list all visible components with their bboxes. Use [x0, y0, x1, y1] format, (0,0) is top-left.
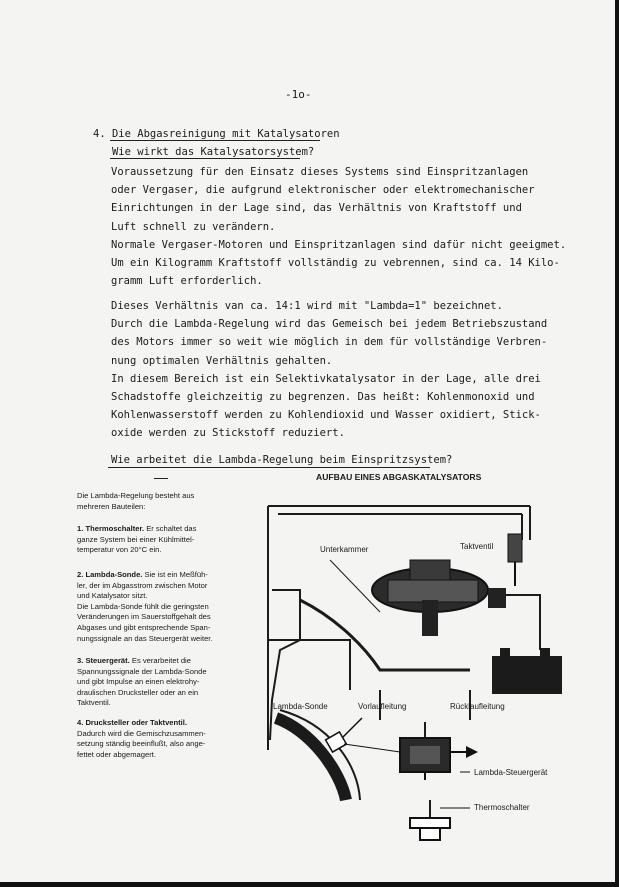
thermoschalter-part: [410, 818, 450, 840]
subheading: Wie arbeitet die Lambda-Regelung beim Einspritzsystem?: [111, 454, 453, 466]
sidebar-item-2-rest: Sie ist ein Meßfüh-: [142, 570, 208, 579]
p2-line: Dieses Verhältnis van ca. 14:1 wird mit "Lambda=1" bezeichnet.: [111, 300, 503, 312]
sidebar-item-4-heading: 4. Drucksteller oder Taktventil.: [77, 718, 188, 727]
taktventil-part: [508, 534, 522, 586]
control-unit: [400, 738, 450, 772]
lambda-probe: [326, 718, 362, 752]
battery-block: [492, 648, 562, 694]
p2-line: Durch die Lambda-Regelung wird das Gemeisch bei jedem Betriebszustand: [111, 318, 548, 331]
sidebar-item-3-body: Spannungssignale der Lambda-Sonde und gibt Impulse an einen elektrohy- draulischen Drucksteller oder an ein Taktventil.: [77, 666, 207, 708]
label-ruecklaufleitung: Rücklaufleitung: [450, 702, 505, 711]
p2-line: nung optimalen Verhältnis gehalten.: [111, 354, 333, 367]
sidebar-item-3-rest: Es verarbeitet die: [129, 656, 191, 665]
probe-to-unit: [344, 744, 400, 752]
unit-output-arrow: [466, 746, 478, 758]
label-taktventil: Taktventil: [460, 542, 494, 551]
pressure-actuator: [488, 588, 506, 608]
p1-line: Normale Vergaser-Motoren und Einspritzanlagen sind dafür nicht geeigmet.: [111, 238, 567, 251]
exhaust-pipe: [276, 718, 346, 800]
p1-line: oder Vergaser, die aufgrund elektronischer oder elektromechanischer: [111, 184, 535, 197]
label-lambda-steuergeraet: Lambda-Steuergerät: [474, 768, 548, 777]
p1-line: Um ein Kilogramm Kraftstoff vollständig zu vebrennen, sind ca. 14 Kilo-: [111, 257, 560, 270]
diagram-title: AUFBAU EINES ABGASKATALYSATORS: [316, 472, 482, 482]
p1-line: Luft schnell zu verändern.: [111, 220, 276, 233]
p2-line: oxide werden zu Stickstoff reduziert.: [111, 427, 345, 440]
p1-line: Einrichtungen in der Lage sind, das Verhältnis von Kraftstoff und: [111, 202, 522, 215]
label-thermoschalter: Thermoschalter: [474, 803, 530, 812]
p2-line: Kohlenwasserstoff werden zu Kohlendioxid und Wasser oxidiert, Stick-: [111, 409, 541, 422]
sidebar-item-2-heading: 2. Lambda-Sonde.: [77, 570, 143, 579]
p2-line: In diesem Bereich ist ein Selektivkatalysator in der Lage, alle drei: [111, 372, 541, 385]
mixture-unit: [372, 560, 488, 636]
section-title-line-1: 4. Die Abgasreinigung mit Katalysatoren: [93, 128, 340, 140]
sidebar-intro: Die Lambda-Regelung besteht aus mehreren Bauteilen:: [77, 491, 195, 511]
sidebar-item-3-heading: 3. Steuergerät.: [77, 656, 130, 665]
sidebar-item-1-rest: Er schaltet das: [144, 524, 197, 533]
p1-line: gramm Luft erforderlich.: [111, 275, 263, 288]
sidebar-item-2-body: ler, der im Abgasstrom zwischen Motor und Katalysator sitzt. Die Lambda-Sonde fühlt die geringsten Veränderungen im Sauerstoffgehalt des Abgases und gibt entsprechende Span- nungssignale an das Steuergerät weiter.: [77, 580, 213, 643]
label-unterkammer: Unterkammer: [320, 545, 369, 554]
p2-line: Schadstoffe gleichzeitig zu begrenzen. Das heißt: Kohlenmonoxid und: [111, 391, 535, 404]
page-number: -1o-: [285, 88, 312, 101]
p2-line: des Motors immer so weit wie möglich in dem für vollständige Verbren-: [111, 336, 548, 349]
label-vorlaufleitung: Vorlaufleitung: [358, 702, 407, 711]
p1-line: Voraussetzung für den Einsatz dieses Systems sind Einspritzanlagen: [111, 166, 529, 178]
label-lambda-sonde: Lambda-Sonde: [273, 702, 328, 711]
sidebar-item-1-body: ganze System bei einer Kühlmittel- temperatur von 20°C ein.: [77, 534, 195, 555]
sidebar-item-1-heading: 1. Thermoschalter.: [77, 524, 145, 533]
sidebar-item-4-body: Dadurch wird die Gemischzusammen- setzung ständig beeinflußt, also ange- fettet oder abgemagert.: [77, 728, 206, 759]
section-title-line-2: Wie wirkt das Katalysatorsystem?: [93, 146, 315, 159]
